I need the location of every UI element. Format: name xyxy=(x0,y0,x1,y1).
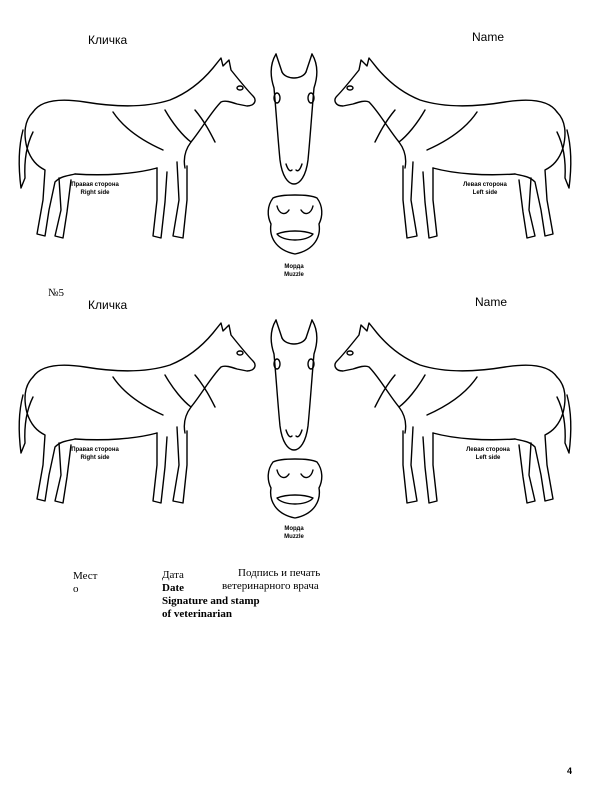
horse-left-side-drawing-2 xyxy=(330,315,575,515)
left-side-label-2: Левая сторона Left side xyxy=(466,447,510,461)
signature-ru-line1: Подпись и печать xyxy=(238,567,321,579)
signature-en-line1: Signature and stamp xyxy=(162,595,260,607)
horse-muzzle-drawing-2 xyxy=(263,456,327,522)
horse-right-side-drawing xyxy=(15,50,260,250)
place-label: Мест о xyxy=(73,570,98,595)
horse-muzzle-drawing xyxy=(263,192,327,258)
name-label-en-2: Name xyxy=(475,295,508,309)
name-label-ru-2: Кличка xyxy=(88,298,128,312)
right-side-label-2: Правая сторона Right side xyxy=(71,447,119,461)
horse-left-side-drawing xyxy=(330,50,575,250)
page-number: 4 xyxy=(567,766,573,776)
horse-front-head-drawing xyxy=(264,50,324,190)
signature-ru-line2: ветеринарного врача xyxy=(222,580,319,592)
muzzle-label-2: Морда Muzzle xyxy=(284,526,304,540)
signature-en-line2: of veterinarian xyxy=(162,608,232,620)
left-side-label: Левая сторона Left side xyxy=(463,182,507,196)
muzzle-label: Морда Muzzle xyxy=(284,264,304,278)
horse-front-head-drawing-2 xyxy=(264,316,324,456)
horse-number: №5 xyxy=(48,287,64,299)
date-ru: Дата xyxy=(162,569,184,581)
right-side-label: Правая сторона Right side xyxy=(71,182,119,196)
horse-right-side-drawing-2 xyxy=(15,315,260,515)
date-en: Date xyxy=(162,582,184,594)
name-label-ru: Кличка xyxy=(88,33,128,47)
name-label-en: Name xyxy=(472,30,505,44)
